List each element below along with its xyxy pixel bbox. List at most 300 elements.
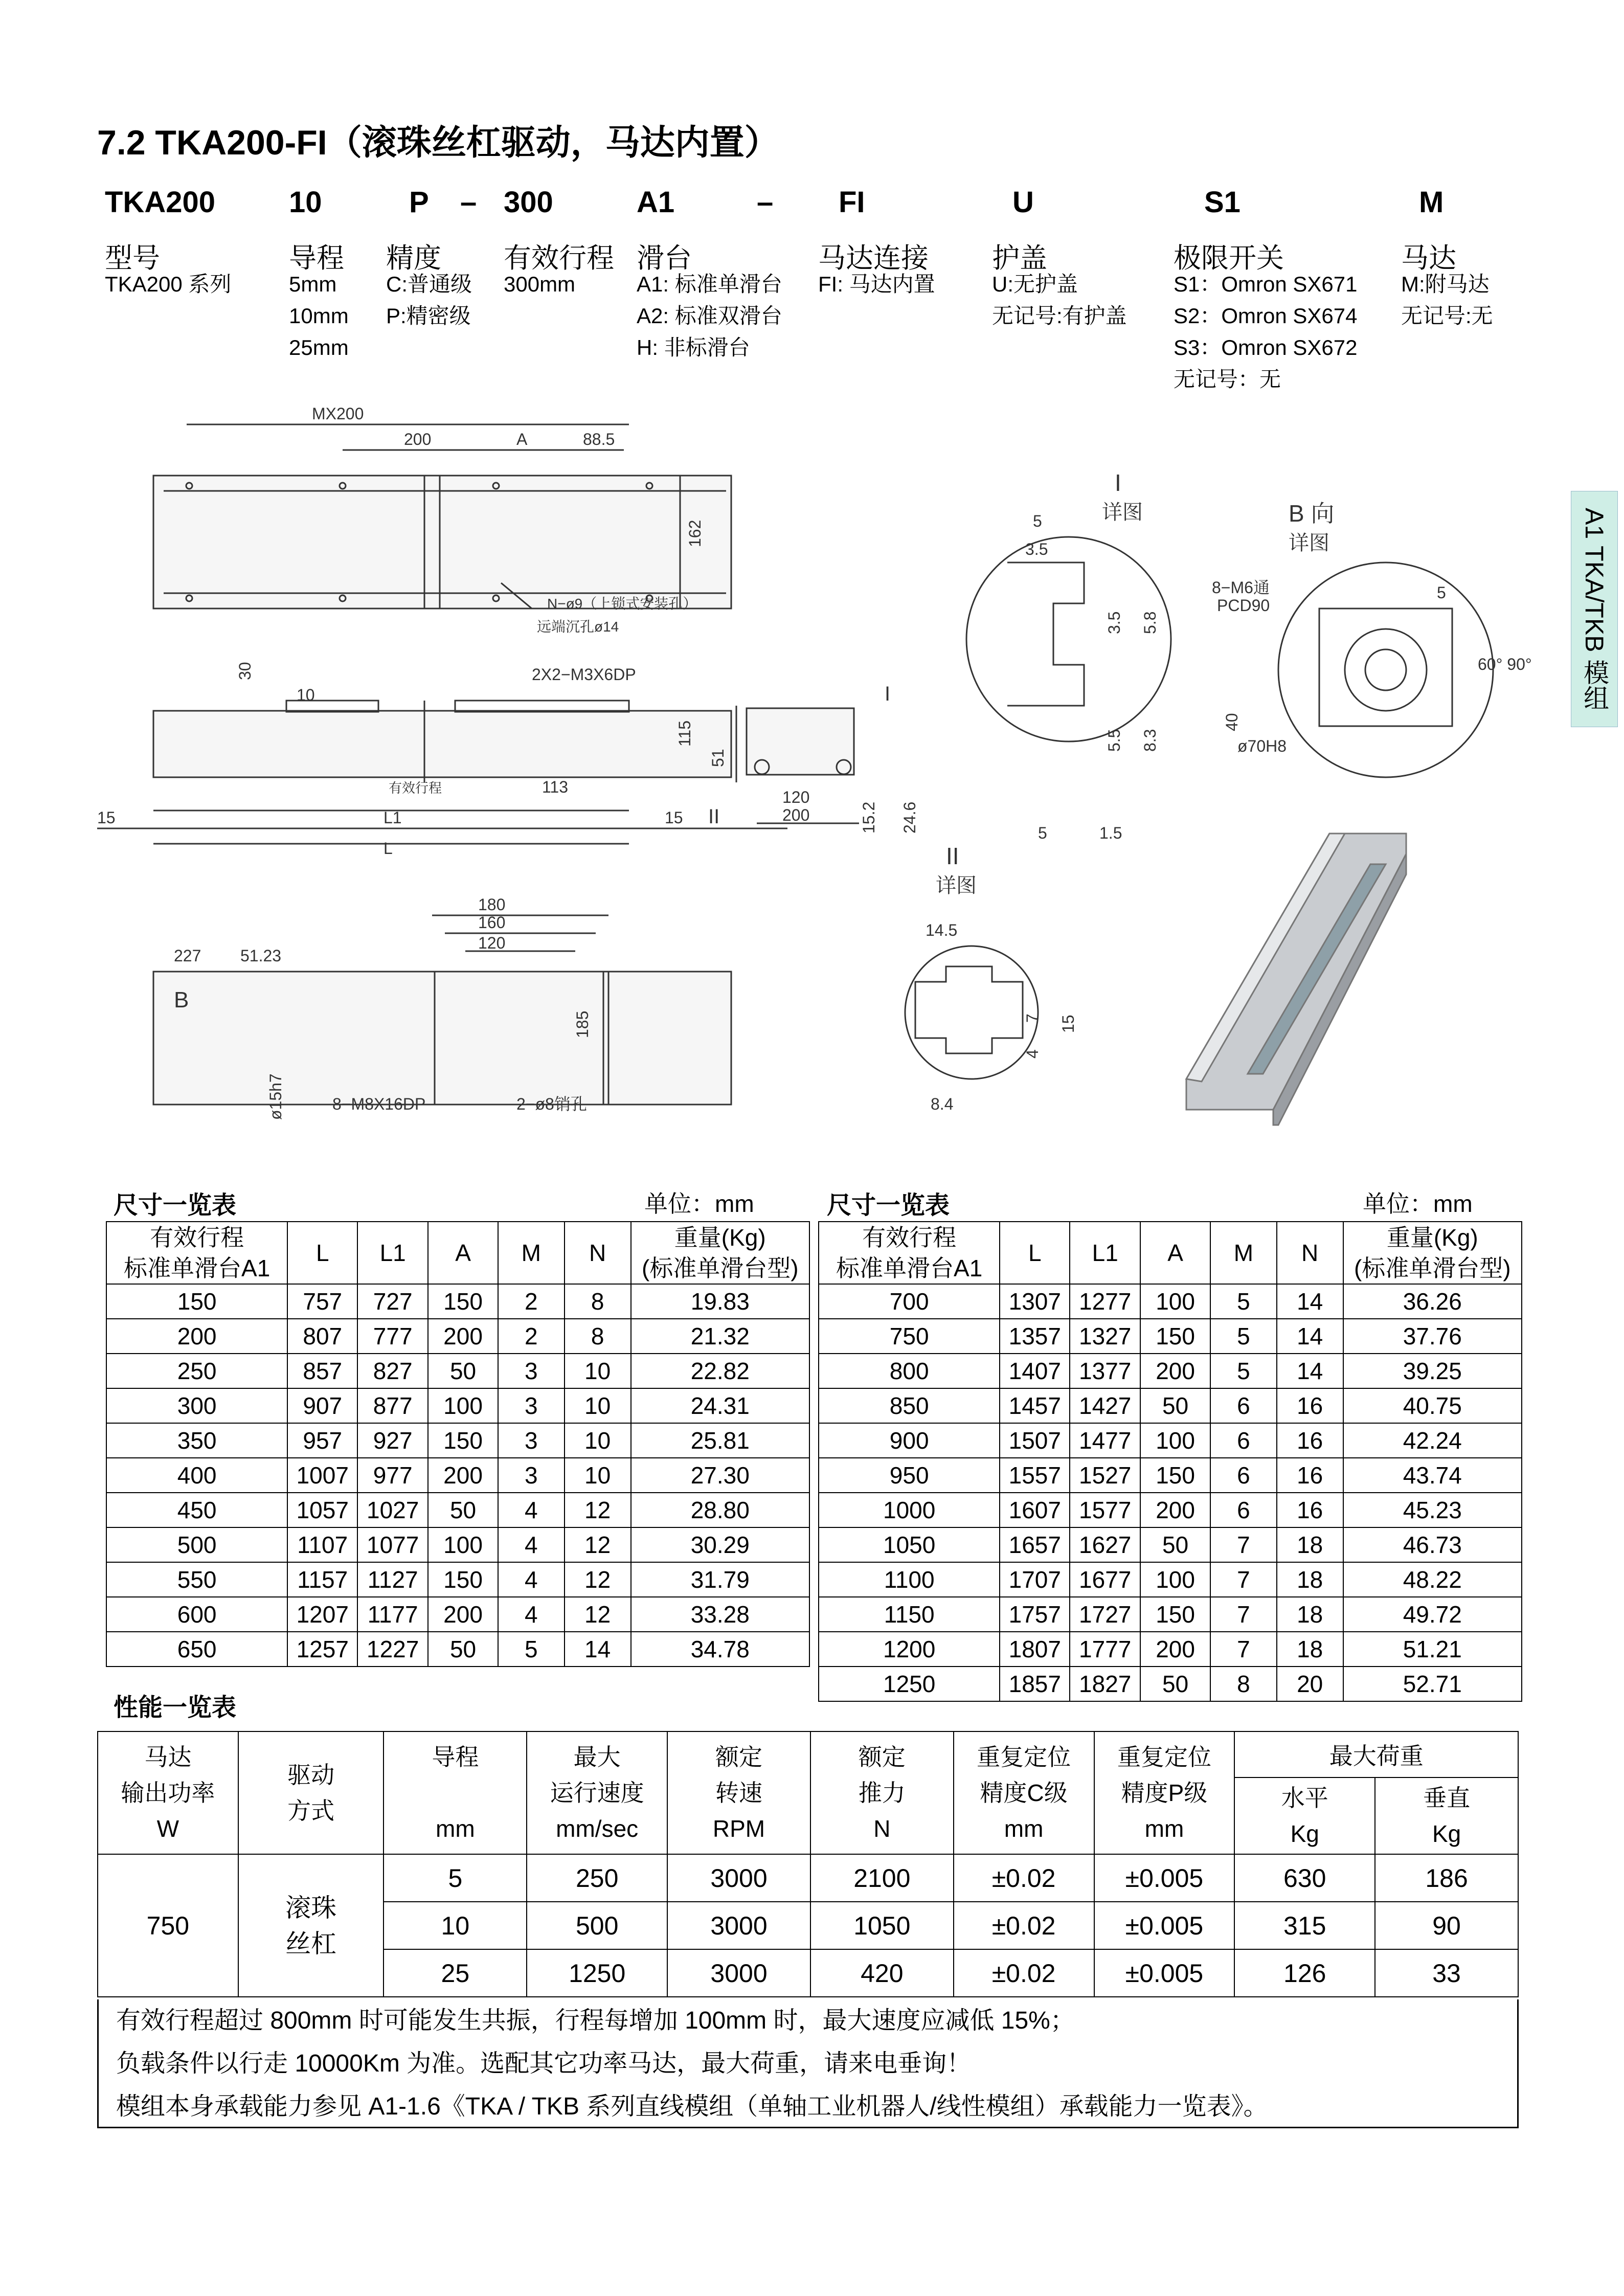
table-cell: 900 [819, 1423, 1000, 1458]
table-cell: 600 [106, 1597, 287, 1632]
table-cell: 150 [1140, 1458, 1210, 1493]
table-cell: 500 [527, 1902, 667, 1949]
svg-text:PCD90: PCD90 [1217, 596, 1270, 615]
table-cell: 350 [106, 1423, 287, 1458]
col-A: A [428, 1222, 498, 1284]
table-cell: 400 [106, 1458, 287, 1493]
table-cell: 250 [527, 1854, 667, 1902]
table-cell: 1177 [357, 1597, 428, 1632]
table-cell: 48.22 [1343, 1562, 1522, 1597]
table-cell: 50 [428, 1354, 498, 1388]
table-cell: 7 [1210, 1527, 1277, 1562]
table-cell: 5 [1210, 1284, 1277, 1319]
table-cell: 7 [1210, 1597, 1277, 1632]
legend-value: TKA200 系列 [105, 272, 232, 296]
perf-power-cell: 750 [98, 1854, 238, 1997]
table-cell: 25.81 [631, 1423, 809, 1458]
table-cell: 977 [357, 1458, 428, 1493]
table-cell: 12 [565, 1562, 631, 1597]
table-cell: 200 [1140, 1632, 1210, 1667]
table-cell: 16 [1277, 1388, 1343, 1423]
table-cell: 800 [819, 1354, 1000, 1388]
table-row [819, 1562, 1522, 1597]
perf-col-speed: 最大 运行速度 mm/sec [527, 1731, 667, 1854]
table-cell: 1607 [1000, 1493, 1070, 1527]
table-cell: 150 [428, 1284, 498, 1319]
table-cell: 3 [498, 1354, 565, 1388]
legend-value: H: 非标滑台 [637, 335, 750, 359]
table-cell: 950 [819, 1458, 1000, 1493]
table-cell: 14 [1277, 1319, 1343, 1354]
table-cell: 150 [1140, 1319, 1210, 1354]
svg-text:5.8: 5.8 [1141, 611, 1159, 634]
table-cell: 12 [565, 1527, 631, 1562]
legend-heading: 精度 [386, 243, 441, 274]
col-L: L [1000, 1222, 1070, 1284]
legend-value: S3：Omron SX672 [1174, 335, 1358, 359]
table-cell: 927 [357, 1423, 428, 1458]
col-M: M [1210, 1222, 1277, 1284]
svg-text:60° 90°: 60° 90° [1478, 655, 1532, 673]
table-cell: 5 [1210, 1319, 1277, 1354]
model-code-part: 300 [504, 186, 553, 219]
legend-heading: 型号 [105, 243, 160, 274]
table-cell: 1527 [1070, 1458, 1140, 1493]
table-cell: 3000 [667, 1854, 810, 1902]
table-cell: 16 [1277, 1458, 1343, 1493]
table-cell: 5 [498, 1632, 565, 1667]
svg-text:7: 7 [1023, 1014, 1042, 1023]
table-cell: 630 [1234, 1854, 1375, 1902]
table-cell: 300 [106, 1388, 287, 1423]
table-cell: 500 [106, 1527, 287, 1562]
table-row [819, 1284, 1522, 1319]
table-cell: 18 [1277, 1562, 1343, 1597]
table-cell: 250 [106, 1354, 287, 1388]
table-cell: 1100 [819, 1562, 1000, 1597]
table-row [819, 1423, 1522, 1458]
legend-value: 5mm [289, 272, 337, 296]
svg-text:185: 185 [573, 1010, 592, 1038]
legend-value: 25mm [289, 335, 349, 359]
table-cell: 1457 [1000, 1388, 1070, 1423]
model-code-part: 10 [289, 186, 322, 219]
page-title: 7.2 TKA200-FI（滚珠丝杠驱动，马达内置） [97, 123, 779, 162]
svg-text:5: 5 [1038, 824, 1047, 842]
table-cell: 200 [1140, 1354, 1210, 1388]
note-line: 负载条件以行走 10000Km 为准。选配其它功率马达，最大荷重，请来电垂询！ [116, 2050, 972, 2077]
svg-text:10: 10 [297, 686, 315, 704]
table-row [106, 1388, 809, 1423]
svg-text:II: II [708, 805, 720, 828]
svg-text:160: 160 [478, 913, 506, 932]
svg-text:15: 15 [665, 808, 683, 827]
table-cell: 850 [819, 1388, 1000, 1423]
svg-text:MX200: MX200 [312, 404, 364, 423]
table-cell: 315 [1234, 1902, 1375, 1949]
svg-text:162: 162 [686, 520, 704, 547]
table-cell: ±0.02 [954, 1902, 1094, 1949]
table-cell: 50 [1140, 1527, 1210, 1562]
performance-table [97, 1731, 1519, 1997]
bottom-view-drawing [153, 895, 731, 1120]
table-cell: 40.75 [1343, 1388, 1522, 1423]
table-cell: 16 [1277, 1423, 1343, 1458]
perf-col-load: 最大荷重 [1234, 1731, 1518, 1777]
table-cell: 1507 [1000, 1423, 1070, 1458]
table-cell: 3 [498, 1388, 565, 1423]
table-cell: 5 [1210, 1354, 1277, 1388]
table-row [106, 1284, 809, 1319]
svg-text:I: I [1115, 469, 1121, 496]
model-code-part: FI [839, 186, 865, 219]
perf-drive-cell: 滚珠 丝杠 [238, 1854, 384, 1997]
table-cell: 49.72 [1343, 1597, 1522, 1632]
perf-table-title: 性能一览表 [114, 1694, 237, 1721]
table-cell: 877 [357, 1388, 428, 1423]
table-cell: ±0.02 [954, 1854, 1094, 1902]
legend-heading: 导程 [289, 243, 344, 274]
table-cell: 1250 [819, 1667, 1000, 1701]
table-cell: 1057 [287, 1493, 357, 1527]
table-cell: 1327 [1070, 1319, 1140, 1354]
table-cell: 50 [428, 1493, 498, 1527]
legend-heading: 护盖 [992, 243, 1047, 274]
legend-value: A2: 标准双滑台 [637, 304, 782, 328]
table-cell: 1007 [287, 1458, 357, 1493]
table-cell: 150 [1140, 1597, 1210, 1632]
table-cell: 2 [498, 1319, 565, 1354]
svg-text:51: 51 [709, 749, 727, 767]
table-row [106, 1562, 809, 1597]
svg-text:3.5: 3.5 [1025, 540, 1048, 558]
table-row [819, 1527, 1522, 1562]
table-cell: 37.76 [1343, 1319, 1522, 1354]
svg-text:ø15h7: ø15h7 [266, 1073, 285, 1120]
table-row [819, 1354, 1522, 1388]
svg-text:8.3: 8.3 [1141, 729, 1159, 752]
table-cell: 727 [357, 1284, 428, 1319]
table-cell: ±0.005 [1094, 1949, 1235, 1997]
svg-text:15.2: 15.2 [860, 801, 878, 834]
svg-text:详图: 详图 [1102, 501, 1143, 524]
table-cell: 36.26 [1343, 1284, 1522, 1319]
legend-value: C:普通级 [386, 272, 472, 296]
table-cell: 7 [1210, 1562, 1277, 1597]
table-cell: 200 [428, 1597, 498, 1632]
table-cell: 30.29 [631, 1527, 809, 1562]
table-cell: 4 [498, 1597, 565, 1632]
table-cell: 90 [1375, 1902, 1518, 1949]
table-cell: 1107 [287, 1527, 357, 1562]
col-M: M [498, 1222, 565, 1284]
svg-text:200: 200 [404, 430, 432, 448]
svg-text:24.6: 24.6 [900, 801, 919, 834]
table-cell: 1377 [1070, 1354, 1140, 1388]
legend-heading: 极限开关 [1174, 243, 1284, 274]
table-cell: 1757 [1000, 1597, 1070, 1632]
perf-col-repC: 重复定位 精度C级 mm [954, 1731, 1094, 1854]
svg-text:5: 5 [1437, 583, 1446, 602]
legend-value: FI: 马达内置 [818, 272, 935, 296]
svg-text:L: L [384, 839, 393, 858]
table-cell: 1277 [1070, 1284, 1140, 1319]
svg-text:8.4: 8.4 [931, 1095, 954, 1113]
dim-unit-left: 单位：mm [644, 1190, 754, 1217]
table-cell: 907 [287, 1388, 357, 1423]
dim-table-title-left: 尺寸一览表 [114, 1192, 237, 1219]
table-cell: 14 [565, 1632, 631, 1667]
table-cell: 27.30 [631, 1458, 809, 1493]
svg-text:远端沉孔ø14: 远端沉孔ø14 [537, 619, 619, 635]
table-cell: 1150 [819, 1597, 1000, 1632]
table-cell: 1250 [527, 1949, 667, 1997]
table-cell: 42.24 [1343, 1423, 1522, 1458]
table-cell: 10 [384, 1902, 527, 1949]
svg-text:详图: 详图 [936, 874, 977, 897]
table-row [819, 1458, 1522, 1493]
table-cell: 6 [1210, 1388, 1277, 1423]
table-cell: 757 [287, 1284, 357, 1319]
table-row [819, 1319, 1522, 1354]
table-cell: 1050 [819, 1527, 1000, 1562]
legend-heading: 马达连接 [818, 243, 929, 274]
table-cell: 31.79 [631, 1562, 809, 1597]
table-cell: 12 [565, 1493, 631, 1527]
table-cell: 6 [1210, 1423, 1277, 1458]
table-cell: 7 [1210, 1632, 1277, 1667]
table-cell: 100 [1140, 1423, 1210, 1458]
svg-text:详图: 详图 [1289, 532, 1329, 554]
note-line: 有效行程超过 800mm 时可能发生共振，行程每增加 100mm 时，最大速度应减低 15%； [116, 2007, 1075, 2034]
legend-value: 无记号:无 [1401, 304, 1493, 328]
svg-text:40: 40 [1223, 713, 1241, 731]
svg-text:B: B [174, 987, 189, 1012]
table-cell: 150 [428, 1423, 498, 1458]
table-cell: 10 [565, 1458, 631, 1493]
technical-drawings [97, 394, 1549, 1135]
table-cell: 46.73 [1343, 1527, 1522, 1562]
table-cell: 1557 [1000, 1458, 1070, 1493]
table-cell: 100 [428, 1388, 498, 1423]
table-cell: 1427 [1070, 1388, 1140, 1423]
legend-value: A1: 标准单滑台 [637, 272, 782, 296]
svg-text:51.23: 51.23 [240, 947, 282, 965]
svg-text:14.5: 14.5 [926, 921, 958, 939]
perf-col-lead: 导程 mm [384, 1731, 527, 1854]
model-code-part: TKA200 [105, 186, 215, 219]
table-cell: 1127 [357, 1562, 428, 1597]
table-cell: 16 [1277, 1493, 1343, 1527]
table-cell: 150 [106, 1284, 287, 1319]
table-cell: 1200 [819, 1632, 1000, 1667]
model-code-part: – [757, 186, 774, 219]
table-cell: 8 [565, 1319, 631, 1354]
table-cell: 24.31 [631, 1388, 809, 1423]
table-cell: 1307 [1000, 1284, 1070, 1319]
table-cell: 45.23 [1343, 1493, 1522, 1527]
svg-text:113: 113 [542, 778, 569, 796]
legend-value: 300mm [504, 272, 576, 296]
table-cell: 33.28 [631, 1597, 809, 1632]
perf-col-drive: 驱动 方式 [238, 1731, 384, 1854]
table-cell: 100 [1140, 1284, 1210, 1319]
table-cell: 1627 [1070, 1527, 1140, 1562]
model-code-part: A1 [637, 186, 675, 219]
table-cell: 51.21 [1343, 1632, 1522, 1667]
table-cell: 4 [498, 1493, 565, 1527]
table-cell: 200 [1140, 1493, 1210, 1527]
table-cell: 21.32 [631, 1319, 809, 1354]
table-cell: 6 [1210, 1458, 1277, 1493]
product-render-image [1186, 834, 1406, 1125]
table-cell: 34.78 [631, 1632, 809, 1667]
legend-heading: 滑台 [637, 243, 692, 274]
table-cell: 20 [1277, 1667, 1343, 1701]
table-row [819, 1388, 1522, 1423]
svg-text:有效行程: 有效行程 [389, 780, 442, 796]
dim-unit-right: 单位：mm [1363, 1190, 1473, 1217]
table-cell: 1677 [1070, 1562, 1140, 1597]
table-cell: 1257 [287, 1632, 357, 1667]
table-cell: 50 [1140, 1388, 1210, 1423]
table-cell: 2100 [810, 1854, 954, 1902]
table-cell: 10 [565, 1423, 631, 1458]
table-cell: 28.80 [631, 1493, 809, 1527]
table-cell: 3000 [667, 1902, 810, 1949]
table-cell: 18 [1277, 1632, 1343, 1667]
table-cell: 857 [287, 1354, 357, 1388]
table-cell: 200 [428, 1458, 498, 1493]
perf-col-thrust: 额定 推力 N [810, 1731, 954, 1854]
model-code-part: – [460, 186, 477, 219]
table-cell: ±0.005 [1094, 1902, 1235, 1949]
side-tab[interactable]: A1 TKA/TKB 模组 [1571, 491, 1618, 727]
table-cell: 8 [565, 1284, 631, 1319]
legend-value: M:附马达 [1401, 272, 1490, 296]
svg-text:115: 115 [675, 720, 694, 747]
table-cell: 14 [1277, 1284, 1343, 1319]
svg-text:ø70H8: ø70H8 [1237, 737, 1287, 755]
table-row [106, 1458, 809, 1493]
legend-value: S2：Omron SX674 [1174, 304, 1358, 328]
model-code-part: U [1012, 186, 1034, 219]
table-cell: 6 [1210, 1493, 1277, 1527]
perf-col-vert: 垂直 Kg [1375, 1777, 1518, 1854]
table-cell: 807 [287, 1319, 357, 1354]
table-row [819, 1597, 1522, 1632]
svg-text:120: 120 [478, 934, 506, 952]
table-cell: 33 [1375, 1949, 1518, 1997]
col-stroke: 有效行程 标准单滑台A1 [106, 1222, 287, 1284]
table-cell: 200 [106, 1319, 287, 1354]
table-row [106, 1527, 809, 1562]
legend-value: 10mm [289, 304, 349, 328]
table-row [106, 1632, 809, 1667]
svg-text:L1: L1 [384, 808, 402, 827]
col-N: N [1277, 1222, 1343, 1284]
table-row [819, 1632, 1522, 1667]
table-cell: 50 [1140, 1667, 1210, 1701]
table-cell: 777 [357, 1319, 428, 1354]
table-cell: 39.25 [1343, 1354, 1522, 1388]
table-cell: 100 [428, 1527, 498, 1562]
notes-box [97, 1999, 1519, 2128]
table-cell: 52.71 [1343, 1667, 1522, 1701]
legend-heading: 马达 [1401, 243, 1456, 274]
table-cell: 1027 [357, 1493, 428, 1527]
table-row [106, 1423, 809, 1458]
table-cell: 650 [106, 1632, 287, 1667]
table-cell: 22.82 [631, 1354, 809, 1388]
table-cell: 1000 [819, 1493, 1000, 1527]
table-cell: 3 [498, 1423, 565, 1458]
table-cell: 3000 [667, 1949, 810, 1997]
legend-value: U:无护盖 [992, 272, 1078, 296]
table-cell: 10 [565, 1354, 631, 1388]
model-code-part: S1 [1204, 186, 1240, 219]
table-cell: 2 [498, 1284, 565, 1319]
table-cell: 1157 [287, 1562, 357, 1597]
top-view-drawing [153, 404, 731, 635]
perf-col-power: 马达 输出功率 W [98, 1731, 238, 1854]
table-cell: 18 [1277, 1597, 1343, 1632]
table-cell: 1807 [1000, 1632, 1070, 1667]
svg-text:227: 227 [174, 947, 201, 965]
table-row [106, 1319, 809, 1354]
table-cell: 14 [1277, 1354, 1343, 1388]
svg-text:1.5: 1.5 [1099, 824, 1122, 842]
table-cell: 1577 [1070, 1493, 1140, 1527]
col-L1: L1 [357, 1222, 428, 1284]
perf-col-repP: 重复定位 精度P级 mm [1094, 1731, 1235, 1854]
table-cell: 1707 [1000, 1562, 1070, 1597]
col-stroke: 有效行程 标准单滑台A1 [819, 1222, 1000, 1284]
table-row [106, 1493, 809, 1527]
svg-text:180: 180 [478, 895, 506, 914]
table-row [819, 1667, 1522, 1701]
table-cell: 5 [384, 1854, 527, 1902]
svg-text:I: I [885, 683, 891, 705]
note-line: 模组本身承载能力参见 A1-1.6《TKA / TKB 系列直线模组（单轴工业机器人/线性模组）承载能力一览表》。 [116, 2093, 1268, 2120]
table-cell: 1477 [1070, 1423, 1140, 1458]
table-row [106, 1354, 809, 1388]
perf-col-rpm: 额定 转速 RPM [667, 1731, 810, 1854]
table-cell: 1857 [1000, 1667, 1070, 1701]
table-cell: ±0.02 [954, 1949, 1094, 1997]
svg-text:4: 4 [1023, 1049, 1042, 1059]
legend-value: P:精密级 [386, 304, 471, 328]
svg-text:B 向: B 向 [1289, 500, 1335, 527]
table-cell: 957 [287, 1423, 357, 1458]
table-cell: 50 [428, 1632, 498, 1667]
table-row [819, 1493, 1522, 1527]
svg-text:II: II [946, 843, 959, 869]
table-cell: 3 [498, 1458, 565, 1493]
table-cell: 12 [565, 1597, 631, 1632]
svg-text:15: 15 [1059, 1015, 1077, 1033]
table-cell: 420 [810, 1949, 954, 1997]
table-row [106, 1597, 809, 1632]
table-cell: 126 [1234, 1949, 1375, 1997]
legend-value: 无记号：无 [1174, 367, 1281, 391]
table-cell: 100 [1140, 1562, 1210, 1597]
table-cell: 1827 [1070, 1667, 1140, 1701]
svg-text:8−M8X16DP: 8−M8X16DP [332, 1095, 426, 1113]
svg-text:88.5: 88.5 [583, 430, 615, 448]
svg-text:30: 30 [236, 662, 254, 680]
table-cell: 25 [384, 1949, 527, 1997]
